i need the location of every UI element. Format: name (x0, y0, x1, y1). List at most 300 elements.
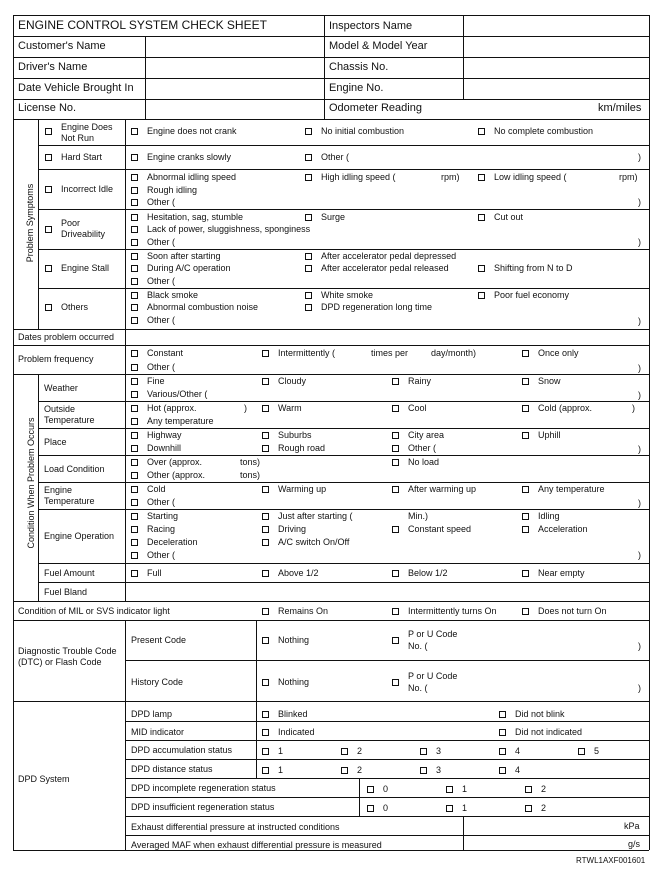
rule (38, 209, 649, 210)
mil-label: Condition of MIL or SVS indicator light (18, 606, 170, 616)
ac-switch-checkbox[interactable] (262, 539, 269, 546)
rule (463, 816, 464, 850)
intermittently-label: Intermittently ( (278, 348, 336, 358)
fine-label: Fine (147, 376, 165, 386)
frequency-label: Problem frequency (18, 354, 94, 364)
inspectors-name-label: Inspectors Name (329, 20, 413, 32)
distance-3-label: 3 (436, 765, 442, 775)
did-not-indicated-checkbox[interactable] (499, 729, 506, 736)
rule (38, 455, 649, 456)
shifting-n-to-d-label: Shifting from N to D (494, 263, 573, 273)
poor-driveability-label: Poor Driveability (61, 218, 106, 239)
incorrect-idle-checkbox[interactable] (45, 186, 52, 193)
just-after-starting-checkbox[interactable] (262, 513, 269, 520)
load-condition-label: Load Condition (44, 464, 105, 474)
fine-checkbox[interactable] (131, 378, 138, 385)
mid-indicator-label: MID indicator (131, 727, 185, 737)
rule (38, 482, 649, 483)
hot-label: Hot (approx. (147, 403, 197, 413)
any-outside-temp-label: Any temperature (147, 416, 214, 426)
suburbs-checkbox[interactable] (262, 432, 269, 439)
incomplete-2-checkbox[interactable] (525, 786, 532, 793)
present-nothing-checkbox[interactable] (262, 637, 269, 644)
no-crank-checkbox[interactable] (131, 128, 138, 135)
operation-other-label: Other ( (147, 550, 176, 560)
close-paren: ) (638, 641, 641, 651)
after-pedal-released-checkbox[interactable] (305, 265, 312, 272)
remains-on-label: Remains On (278, 606, 329, 616)
dates-occurred-label: Dates problem occurred (18, 332, 115, 342)
black-smoke-checkbox[interactable] (131, 292, 138, 299)
rule (38, 582, 649, 583)
insufficient-0-checkbox[interactable] (367, 805, 374, 812)
cranks-slowly-checkbox[interactable] (131, 154, 138, 161)
exhaust-pressure-label: Exhaust differential pressure at instructed conditions (131, 822, 340, 832)
distance-4-label: 4 (515, 765, 521, 775)
dpd-system-label: DPD System (18, 774, 70, 784)
engine-operation-label: Engine Operation (44, 531, 115, 541)
deceleration-checkbox[interactable] (131, 539, 138, 546)
cut-out-checkbox[interactable] (478, 214, 485, 221)
poor-driveability-checkbox[interactable] (45, 226, 52, 233)
constant-label: Constant (147, 348, 184, 358)
rule (38, 509, 649, 510)
cool-checkbox[interactable] (392, 405, 399, 412)
others-checkbox[interactable] (45, 304, 52, 311)
no-complete-combustion-label: No complete combustion (494, 126, 594, 136)
close-paren: ) (638, 197, 641, 207)
after-warming-label: After warming up (408, 484, 477, 494)
rule (38, 169, 649, 170)
cool-label: Cool (408, 403, 427, 413)
surge-label: Surge (321, 212, 346, 222)
driveability-other-checkbox[interactable] (131, 239, 138, 246)
hesitation-label: Hesitation, sag, stumble (147, 212, 244, 222)
weather-label: Weather (44, 383, 78, 393)
outside-temp-label: Outside Temperature (44, 404, 95, 425)
figure-code: RTWL1AXF001601 (576, 856, 646, 865)
any-outside-temp-checkbox[interactable] (131, 418, 138, 425)
exhaust-pressure-unit: kPa (624, 821, 640, 831)
acceleration-checkbox[interactable] (522, 526, 529, 533)
rule (13, 119, 649, 120)
insufficient-2-checkbox[interactable] (525, 805, 532, 812)
engine-temp-label: Engine Temperature (44, 485, 95, 506)
history-pu-line2: No. ( (408, 683, 428, 693)
cloudy-checkbox[interactable] (262, 378, 269, 385)
close-paren: ) (638, 237, 641, 247)
acceleration-label: Acceleration (538, 524, 588, 534)
drivers-name-label: Driver's Name (18, 61, 88, 73)
after-pedal-depressed-label: After accelerator pedal depressed (321, 251, 457, 261)
low-idling-rpm: rpm) (619, 172, 638, 182)
lack-of-power-label: Lack of power, sluggishness, sponginess (147, 224, 311, 234)
just-after-starting-label: Just after starting ( (278, 511, 353, 521)
others-other-label: Other ( (147, 315, 176, 325)
rule (125, 329, 126, 374)
ac-switch-label: A/C switch On/Off (278, 537, 350, 547)
dpd-regen-long-label: DPD regeneration long time (321, 302, 433, 312)
history-code-label: History Code (131, 677, 184, 687)
problem-symptoms-group-label: Problem Symptoms (25, 183, 35, 263)
rule (125, 119, 126, 329)
place-other-checkbox[interactable] (392, 445, 399, 452)
warm-checkbox[interactable] (262, 405, 269, 412)
accum-3-checkbox[interactable] (420, 748, 427, 755)
close-paren: ) (632, 403, 635, 413)
white-smoke-label: White smoke (321, 290, 374, 300)
over-load-label: Over (approx. (147, 457, 203, 467)
averaged-maf-unit: g/s (628, 839, 641, 849)
date-brought-label: Date Vehicle Brought In (18, 82, 134, 94)
stall-other-label: Other ( (147, 276, 176, 286)
indicated-label: Indicated (278, 727, 315, 737)
engine-does-not-run-checkbox[interactable] (45, 128, 52, 135)
accum-2-label: 2 (357, 746, 363, 756)
surge-checkbox[interactable] (305, 214, 312, 221)
abnormal-idling-checkbox[interactable] (131, 174, 138, 181)
warming-up-checkbox[interactable] (262, 486, 269, 493)
deceleration-label: Deceleration (147, 537, 198, 547)
snow-label: Snow (538, 376, 561, 386)
driving-checkbox[interactable] (262, 526, 269, 533)
cranks-slowly-label: Engine cranks slowly (147, 152, 232, 162)
accum-2-checkbox[interactable] (341, 748, 348, 755)
once-only-label: Once only (538, 348, 579, 358)
day-month-label: day/month) (431, 348, 477, 358)
history-nothing-checkbox[interactable] (262, 679, 269, 686)
license-label: License No. (18, 102, 77, 114)
incomplete-regen-label: DPD incomplete regeneration status (131, 783, 276, 793)
frequency-other-label: Other ( (147, 362, 176, 372)
rainy-checkbox[interactable] (392, 378, 399, 385)
distance-3-checkbox[interactable] (420, 767, 427, 774)
above-half-checkbox[interactable] (262, 570, 269, 577)
city-area-checkbox[interactable] (392, 432, 399, 439)
rule (324, 15, 325, 119)
history-pu-line1: P or U Code (408, 671, 458, 681)
other-load-label: Other (approx. (147, 470, 206, 480)
does-not-turn-on-label: Does not turn On (538, 606, 607, 616)
racing-label: Racing (147, 524, 176, 534)
hesitation-checkbox[interactable] (131, 214, 138, 221)
rule (38, 563, 649, 564)
operation-other-checkbox[interactable] (131, 552, 138, 559)
idle-other-checkbox[interactable] (131, 199, 138, 206)
after-pedal-released-label: After accelerator pedal released (321, 263, 449, 273)
any-engine-temp-checkbox[interactable] (522, 486, 529, 493)
downhill-label: Downhill (147, 443, 182, 453)
rule (13, 78, 649, 79)
starting-checkbox[interactable] (131, 513, 138, 520)
insufficient-regen-label: DPD insufficient regeneration status (131, 802, 275, 812)
accumulation-status-label: DPD accumulation status (131, 745, 233, 755)
idle-other-label: Other ( (147, 197, 176, 207)
remains-on-checkbox[interactable] (262, 608, 269, 615)
history-pu-code-checkbox[interactable] (392, 679, 399, 686)
place-other-label: Other ( (408, 443, 437, 453)
rule (38, 145, 649, 146)
rule (649, 15, 650, 850)
racing-checkbox[interactable] (131, 526, 138, 533)
did-not-blink-checkbox[interactable] (499, 711, 506, 718)
accum-4-checkbox[interactable] (499, 748, 506, 755)
no-load-label: No load (408, 457, 440, 467)
engine-stall-checkbox[interactable] (45, 265, 52, 272)
hot-checkbox[interactable] (131, 405, 138, 412)
any-engine-temp-label: Any temperature (538, 484, 605, 494)
constant-speed-label: Constant speed (408, 524, 472, 534)
hard-start-label: Hard Start (61, 152, 103, 162)
indicated-checkbox[interactable] (262, 729, 269, 736)
customers-name-label: Customer's Name (18, 40, 106, 52)
rule (38, 119, 39, 329)
place-label: Place (44, 437, 67, 447)
close-paren: ) (638, 444, 641, 454)
model-label: Model & Model Year (329, 40, 428, 52)
high-idling-label: High idling speed ( (321, 172, 396, 182)
no-complete-combustion-checkbox[interactable] (478, 128, 485, 135)
distance-2-checkbox[interactable] (341, 767, 348, 774)
various-weather-label: Various/Other ( (147, 389, 208, 399)
did-not-indicated-label: Did not indicated (515, 727, 583, 737)
no-initial-combustion-checkbox[interactable] (305, 128, 312, 135)
rule (13, 99, 649, 100)
soon-after-starting-label: Soon after starting (147, 251, 221, 261)
incomplete-0-label: 0 (383, 784, 389, 794)
accum-1-label: 1 (278, 746, 284, 756)
no-initial-combustion-label: No initial combustion (321, 126, 405, 136)
distance-1-label: 1 (278, 765, 284, 775)
high-idling-checkbox[interactable] (305, 174, 312, 181)
intermittently-on-label: Intermittently turns On (408, 606, 497, 616)
rule (13, 345, 649, 346)
insufficient-0-label: 0 (383, 803, 389, 813)
hard-start-other-label: Other ( (321, 152, 350, 162)
times-per-label: times per (371, 348, 409, 358)
incomplete-1-checkbox[interactable] (446, 786, 453, 793)
after-warming-checkbox[interactable] (392, 486, 399, 493)
others-other-checkbox[interactable] (131, 317, 138, 324)
starting-label: Starting (147, 511, 179, 521)
highway-label: Highway (147, 430, 182, 440)
odometer-label: Odometer Reading (329, 102, 422, 114)
warm-label: Warm (278, 403, 302, 413)
near-empty-checkbox[interactable] (522, 570, 529, 577)
combustion-noise-checkbox[interactable] (131, 304, 138, 311)
rule (125, 721, 649, 722)
present-pu-code-checkbox[interactable] (392, 637, 399, 644)
fuel-amount-label: Fuel Amount (44, 568, 95, 578)
rule (38, 374, 39, 601)
rule (13, 57, 649, 58)
min-label: Min.) (408, 511, 428, 521)
black-smoke-label: Black smoke (147, 290, 199, 300)
condition-group-label: Condition When Problem Occurs (26, 417, 36, 549)
driving-label: Driving (278, 524, 307, 534)
rule (359, 778, 360, 816)
incomplete-0-checkbox[interactable] (367, 786, 374, 793)
constant-speed-checkbox[interactable] (392, 526, 399, 533)
cold-outside-checkbox[interactable] (522, 405, 529, 412)
blinked-label: Blinked (278, 709, 308, 719)
distance-2-label: 2 (357, 765, 363, 775)
snow-checkbox[interactable] (522, 378, 529, 385)
rule (13, 15, 14, 850)
rule (13, 701, 649, 702)
rule (13, 601, 649, 602)
no-load-checkbox[interactable] (392, 459, 399, 466)
rule (125, 660, 649, 661)
close-paren: ) (638, 550, 641, 560)
driveability-other-label: Other ( (147, 237, 176, 247)
during-ac-label: During A/C operation (147, 263, 231, 273)
highway-checkbox[interactable] (131, 432, 138, 439)
stall-other-checkbox[interactable] (131, 278, 138, 285)
close-paren: ) (638, 363, 641, 373)
rule (256, 701, 257, 778)
rule (125, 374, 126, 601)
fuel-full-checkbox[interactable] (131, 570, 138, 577)
abnormal-idling-label: Abnormal idling speed (147, 172, 237, 182)
close-paren: ) (638, 498, 641, 508)
present-pu-line2: No. ( (408, 641, 428, 651)
accum-3-label: 3 (436, 746, 442, 756)
engine-stall-label: Engine Stall (61, 263, 110, 273)
rule (13, 15, 649, 16)
rule (125, 759, 649, 760)
odometer-unit: km/miles (598, 102, 642, 114)
cold-engine-label: Cold (147, 484, 166, 494)
idling-checkbox[interactable] (522, 513, 529, 520)
close-paren: ) (244, 403, 247, 413)
frequency-other-checkbox[interactable] (131, 364, 138, 371)
rule (125, 816, 649, 817)
engine-temp-other-label: Other ( (147, 497, 176, 507)
fuel-full-label: Full (147, 568, 162, 578)
rule (38, 428, 649, 429)
chassis-label: Chassis No. (329, 61, 389, 73)
soon-after-starting-checkbox[interactable] (131, 253, 138, 260)
near-empty-label: Near empty (538, 568, 585, 578)
rule (38, 401, 649, 402)
incomplete-2-label: 2 (541, 784, 547, 794)
distance-1-checkbox[interactable] (262, 767, 269, 774)
rough-road-label: Rough road (278, 443, 326, 453)
constant-checkbox[interactable] (131, 350, 138, 357)
warming-up-label: Warming up (278, 484, 327, 494)
history-nothing-label: Nothing (278, 677, 310, 687)
engine-does-not-run-label: Engine Does Not Run (61, 122, 113, 143)
insufficient-1-checkbox[interactable] (446, 805, 453, 812)
rough-idling-checkbox[interactable] (131, 187, 138, 194)
combustion-noise-label: Abnormal combustion noise (147, 302, 259, 312)
rule (125, 797, 649, 798)
engine-no-label: Engine No. (329, 82, 384, 94)
hard-start-checkbox[interactable] (45, 154, 52, 161)
cold-engine-checkbox[interactable] (131, 486, 138, 493)
idling-label: Idling (538, 511, 560, 521)
cut-out-label: Cut out (494, 212, 524, 222)
sheet-title: ENGINE CONTROL SYSTEM CHECK SHEET (18, 18, 267, 32)
once-only-checkbox[interactable] (522, 350, 529, 357)
present-nothing-label: Nothing (278, 635, 310, 645)
low-idling-label: Low idling speed ( (494, 172, 567, 182)
during-ac-checkbox[interactable] (131, 265, 138, 272)
over-load-checkbox[interactable] (131, 459, 138, 466)
rule (13, 329, 649, 330)
other-load-tons: tons) (240, 470, 261, 480)
blinked-checkbox[interactable] (262, 711, 269, 718)
rule (13, 374, 649, 375)
engine-temp-other-checkbox[interactable] (131, 499, 138, 506)
other-load-checkbox[interactable] (131, 472, 138, 479)
dpd-lamp-label: DPD lamp (131, 709, 173, 719)
accum-1-checkbox[interactable] (262, 748, 269, 755)
present-pu-line1: P or U Code (408, 629, 458, 639)
high-idling-rpm: rpm) (441, 172, 460, 182)
poor-fuel-economy-checkbox[interactable] (478, 292, 485, 299)
lack-of-power-checkbox[interactable] (131, 226, 138, 233)
accum-4-label: 4 (515, 746, 521, 756)
rule (463, 15, 464, 99)
rule (13, 36, 649, 37)
after-pedal-depressed-checkbox[interactable] (305, 253, 312, 260)
city-area-label: City area (408, 430, 445, 440)
rough-road-checkbox[interactable] (262, 445, 269, 452)
low-idling-checkbox[interactable] (478, 174, 485, 181)
does-not-turn-on-checkbox[interactable] (522, 608, 529, 615)
rule (13, 620, 649, 621)
rough-idling-label: Rough idling (147, 185, 198, 195)
insufficient-1-label: 1 (462, 803, 468, 813)
no-crank-label: Engine does not crank (147, 126, 237, 136)
white-smoke-checkbox[interactable] (305, 292, 312, 299)
downhill-checkbox[interactable] (131, 445, 138, 452)
present-code-label: Present Code (131, 635, 187, 645)
rainy-label: Rainy (408, 376, 432, 386)
accum-5-checkbox[interactable] (578, 748, 585, 755)
distance-4-checkbox[interactable] (499, 767, 506, 774)
close-paren: ) (638, 683, 641, 693)
intermittently-on-checkbox[interactable] (392, 608, 399, 615)
below-half-checkbox[interactable] (392, 570, 399, 577)
fuel-bland-label: Fuel Bland (44, 587, 88, 597)
did-not-blink-label: Did not blink (515, 709, 565, 719)
suburbs-label: Suburbs (278, 430, 312, 440)
hard-start-other-checkbox[interactable] (305, 154, 312, 161)
above-half-label: Above 1/2 (278, 568, 319, 578)
rule (125, 740, 649, 741)
close-paren: ) (638, 390, 641, 400)
uphill-checkbox[interactable] (522, 432, 529, 439)
rule (125, 835, 649, 836)
over-load-tons: tons) (240, 457, 261, 467)
dpd-regen-long-checkbox[interactable] (305, 304, 312, 311)
incorrect-idle-label: Incorrect Idle (61, 184, 114, 194)
various-weather-checkbox[interactable] (131, 391, 138, 398)
close-paren: ) (638, 316, 641, 326)
uphill-label: Uphill (538, 430, 561, 440)
poor-fuel-economy-label: Poor fuel economy (494, 290, 570, 300)
incomplete-1-label: 1 (462, 784, 468, 794)
rule (38, 249, 649, 250)
accum-5-label: 5 (594, 746, 600, 756)
cloudy-label: Cloudy (278, 376, 307, 386)
intermittently-checkbox[interactable] (262, 350, 269, 357)
shifting-n-to-d-checkbox[interactable] (478, 265, 485, 272)
rule (38, 288, 649, 289)
